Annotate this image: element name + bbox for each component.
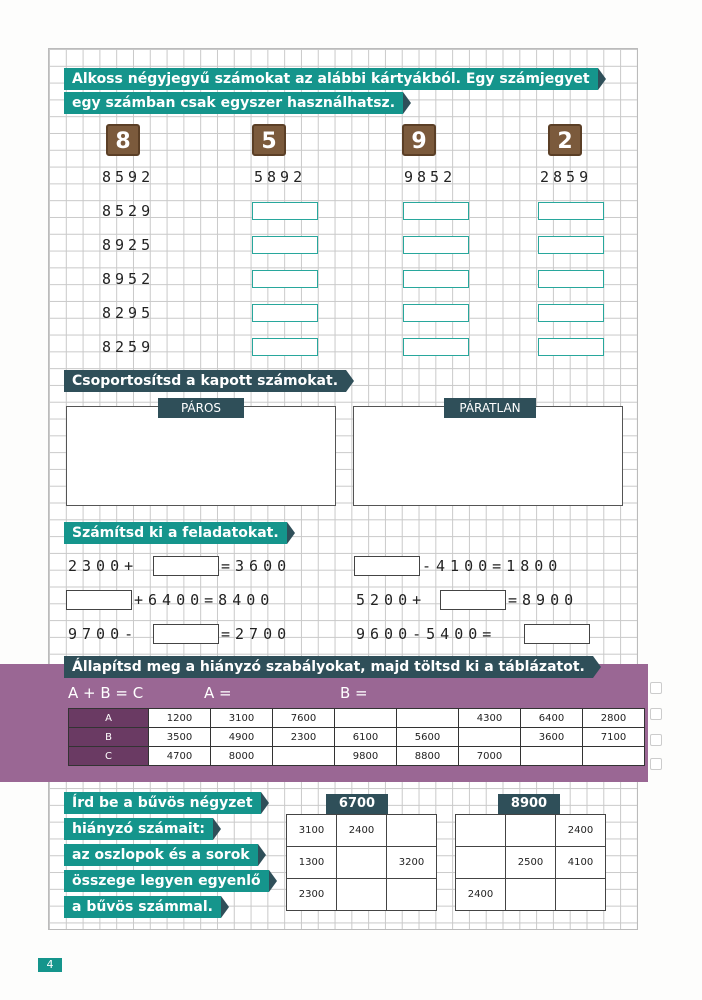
table-cell: 4700 bbox=[149, 747, 211, 766]
answer-box[interactable] bbox=[403, 338, 469, 356]
square-cell-blank[interactable] bbox=[556, 879, 606, 911]
equation-3-right: +6400=8400 bbox=[134, 591, 275, 609]
digit-card-5: 5 bbox=[252, 124, 286, 156]
answer-box[interactable] bbox=[403, 236, 469, 254]
answer-box[interactable] bbox=[252, 338, 318, 356]
table-cell: 7100 bbox=[583, 728, 645, 747]
number-8952: 8952 bbox=[102, 270, 155, 288]
square-cell: 3100 bbox=[287, 815, 337, 847]
answer-box[interactable] bbox=[538, 304, 604, 322]
task2-instruction: Csoportosítsd a kapott számokat. bbox=[64, 370, 346, 392]
square-cell-blank[interactable] bbox=[456, 815, 506, 847]
table-cell: 9800 bbox=[335, 747, 397, 766]
square-cell-blank[interactable] bbox=[506, 879, 556, 911]
even-label: PÁROS bbox=[158, 398, 244, 418]
table-cell: 7000 bbox=[459, 747, 521, 766]
table-cell: 3500 bbox=[149, 728, 211, 747]
table-cell: 6400 bbox=[521, 709, 583, 728]
digit-card-9: 9 bbox=[402, 124, 436, 156]
square-cell: 1300 bbox=[287, 847, 337, 879]
number-8259: 8259 bbox=[102, 338, 155, 356]
equation-5-left: 9700- bbox=[68, 625, 139, 643]
tab-marker bbox=[650, 708, 662, 720]
task1-instruction-line1: Alkoss négyjegyű számokat az alábbi kártyákból. Egy számjegyet bbox=[64, 68, 598, 90]
number-8295: 8295 bbox=[102, 304, 155, 322]
number-8925: 8925 bbox=[102, 236, 155, 254]
number-8592: 8592 bbox=[102, 168, 155, 186]
square-cell: 2400 bbox=[456, 879, 506, 911]
task5-line5: a bűvös számmal. bbox=[64, 896, 221, 918]
table-cell-blank[interactable] bbox=[397, 709, 459, 728]
table-cell-blank[interactable] bbox=[459, 728, 521, 747]
square-cell: 2400 bbox=[337, 815, 387, 847]
digit-card-2: 2 bbox=[548, 124, 582, 156]
square-cell: 4100 bbox=[556, 847, 606, 879]
rule-table bbox=[68, 708, 645, 766]
square-cell: 2300 bbox=[287, 879, 337, 911]
magic-square-1 bbox=[286, 814, 437, 911]
table-cell-blank[interactable] bbox=[521, 747, 583, 766]
task1-instruction-line2: egy számban csak egyszer használhatsz. bbox=[64, 92, 403, 114]
digit-card-8: 8 bbox=[106, 124, 140, 156]
equation-2-blank[interactable] bbox=[354, 556, 420, 576]
table-cell: 8800 bbox=[397, 747, 459, 766]
task5-line1: Írd be a bűvös négyzet bbox=[64, 792, 261, 814]
table-cell: 8000 bbox=[211, 747, 273, 766]
page-number: 4 bbox=[38, 958, 62, 972]
task5-line3: az oszlopok és a sorok bbox=[64, 844, 258, 866]
equation-5-right: =2700 bbox=[221, 625, 292, 643]
table-cell: 2300 bbox=[273, 728, 335, 747]
table-cell: 5600 bbox=[397, 728, 459, 747]
equation-1-right: =3600 bbox=[221, 557, 292, 575]
square-cell: 2400 bbox=[556, 815, 606, 847]
table-cell: 4300 bbox=[459, 709, 521, 728]
even-numbers-panel[interactable] bbox=[66, 406, 336, 506]
tab-marker bbox=[650, 682, 662, 694]
tab-marker bbox=[650, 734, 662, 746]
equation-4-left: 5200+ bbox=[356, 591, 427, 609]
equation-1-blank[interactable] bbox=[153, 556, 219, 576]
table-cell: 6100 bbox=[335, 728, 397, 747]
answer-box[interactable] bbox=[252, 202, 318, 220]
row-head: B bbox=[69, 728, 149, 747]
answer-box[interactable] bbox=[252, 304, 318, 322]
equation-6-left: 9600-5400= bbox=[356, 625, 497, 643]
rule-a-label: A = bbox=[204, 684, 232, 702]
square-cell-blank[interactable] bbox=[387, 879, 437, 911]
square-cell-blank[interactable] bbox=[337, 847, 387, 879]
answer-box[interactable] bbox=[403, 304, 469, 322]
table-cell: 4900 bbox=[211, 728, 273, 747]
number-9852: 9852 bbox=[404, 168, 457, 186]
answer-box[interactable] bbox=[403, 270, 469, 288]
square-cell-blank[interactable] bbox=[387, 815, 437, 847]
table-cell-blank[interactable] bbox=[273, 747, 335, 766]
square-cell-blank[interactable] bbox=[506, 815, 556, 847]
task4-instruction: Állapítsd meg a hiányzó szabályokat, majd töltsd ki a táblázatot. bbox=[64, 656, 593, 678]
number-8529: 8529 bbox=[102, 202, 155, 220]
table-row-b bbox=[69, 728, 645, 747]
square-cell-blank[interactable] bbox=[456, 847, 506, 879]
magic-square-2-target: 8900 bbox=[498, 794, 560, 814]
odd-numbers-panel[interactable] bbox=[353, 406, 623, 506]
number-2859: 2859 bbox=[540, 168, 593, 186]
odd-label: PÁRATLAN bbox=[444, 398, 536, 418]
magic-square-1-target: 6700 bbox=[326, 794, 388, 814]
row-head: C bbox=[69, 747, 149, 766]
equation-3-blank[interactable] bbox=[66, 590, 132, 610]
equation-2-right: -4100=1800 bbox=[422, 557, 563, 575]
answer-box[interactable] bbox=[403, 202, 469, 220]
equation-5-blank[interactable] bbox=[153, 624, 219, 644]
square-cell-blank[interactable] bbox=[337, 879, 387, 911]
answer-box[interactable] bbox=[538, 270, 604, 288]
table-row-c bbox=[69, 747, 645, 766]
table-cell: 1200 bbox=[149, 709, 211, 728]
task5-line2: hiányzó számait: bbox=[64, 818, 213, 840]
magic-square-2 bbox=[455, 814, 606, 911]
row-head: A bbox=[69, 709, 149, 728]
task5-line4: összege legyen egyenlő bbox=[64, 870, 269, 892]
square-cell: 2500 bbox=[506, 847, 556, 879]
square-cell: 3200 bbox=[387, 847, 437, 879]
answer-box[interactable] bbox=[538, 202, 604, 220]
answer-box[interactable] bbox=[538, 338, 604, 356]
table-cell: 3600 bbox=[521, 728, 583, 747]
equation-4-right: =8900 bbox=[508, 591, 579, 609]
table-cell: 7600 bbox=[273, 709, 335, 728]
answer-box[interactable] bbox=[252, 236, 318, 254]
rule-b-label: B = bbox=[340, 684, 368, 702]
task3-instruction: Számítsd ki a feladatokat. bbox=[64, 522, 287, 544]
equation-1-left: 2300+ bbox=[68, 557, 139, 575]
tab-marker bbox=[650, 758, 662, 770]
table-cell-blank[interactable] bbox=[583, 747, 645, 766]
equation-6-blank[interactable] bbox=[524, 624, 590, 644]
equation-4-blank[interactable] bbox=[440, 590, 506, 610]
answer-box[interactable] bbox=[252, 270, 318, 288]
table-cell: 3100 bbox=[211, 709, 273, 728]
number-5892: 5892 bbox=[254, 168, 307, 186]
rule-formula: A + B = C bbox=[68, 684, 144, 702]
table-row-a bbox=[69, 709, 645, 728]
answer-box[interactable] bbox=[538, 236, 604, 254]
table-cell-blank[interactable] bbox=[335, 709, 397, 728]
table-cell: 2800 bbox=[583, 709, 645, 728]
